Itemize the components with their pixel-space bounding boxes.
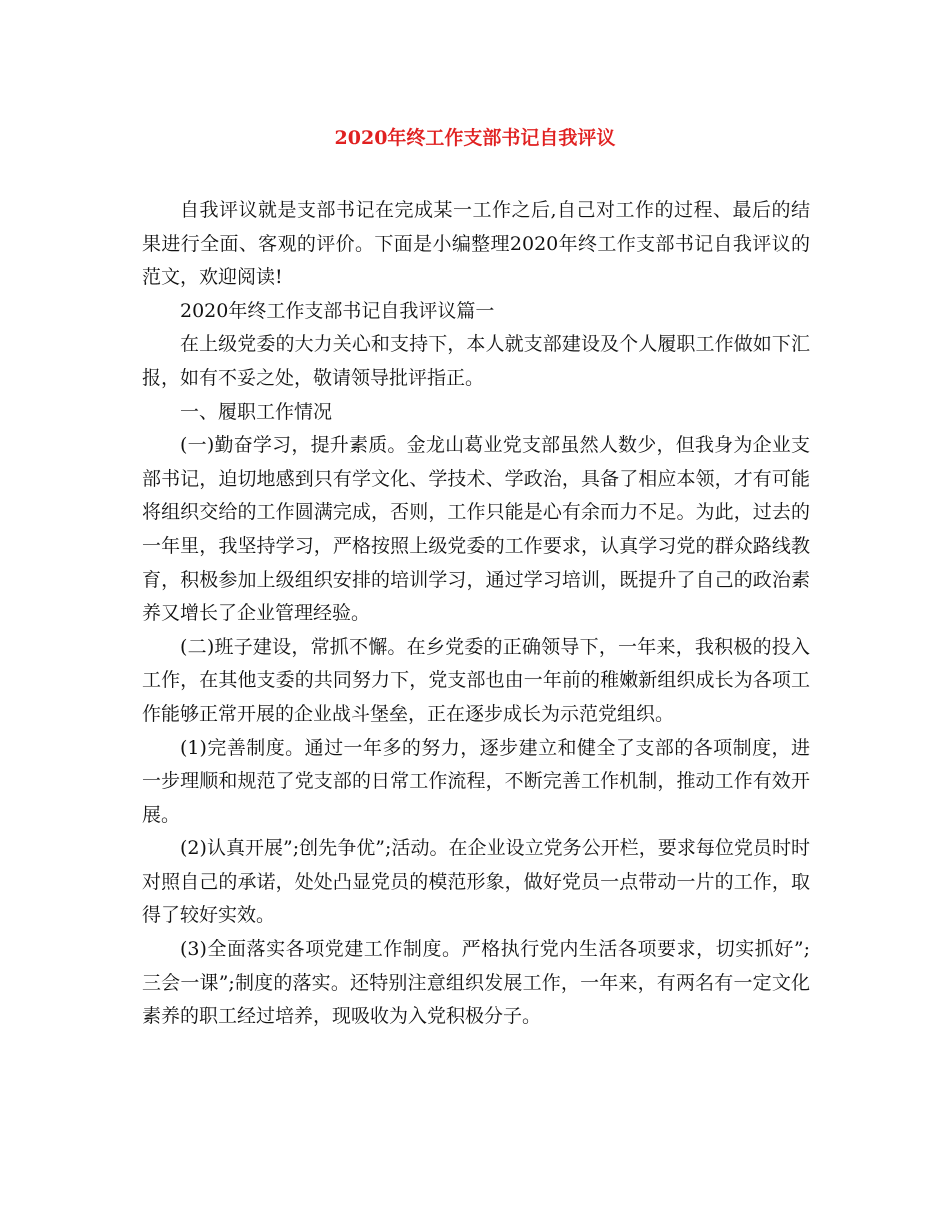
paragraph-opening: 在上级党委的大力关心和支持下，本人就支部建设及个人履职工作做如下汇报，如有不妥之处，敬请领导批评指正。 bbox=[142, 333, 810, 389]
paragraph-item-2: (2)认真开展”;创先争优”;活动。在企业设立党务公开栏，要求每位党员时时对照自己的承诺，处处凸显党员的模范形象，做好党员一点带动一片的工作，取得了较好实效。 bbox=[142, 837, 810, 927]
document-body bbox=[142, 194, 810, 1034]
document-title: 2020年终工作支部书记自我评议 bbox=[334, 127, 616, 149]
paragraph-item-3: (3)全面落实各项党建工作制度。严格执行党内生活各项要求，切实抓好”;三会一课”;制度的落实。还特别注意组织发展工作，一年来，有两名有一定文化素养的职工经过培养，现吸收为入党积极分子。 bbox=[142, 938, 810, 1028]
paragraph-subheading: 2020年终工作支部书记自我评议篇一 bbox=[180, 299, 495, 322]
paragraph-item-1: (1)完善制度。通过一年多的努力，逐步建立和健全了支部的各项制度，进一步理顺和规范了党支部的日常工作流程，不断完善工作机制，推动工作有效开展。 bbox=[142, 736, 810, 826]
paragraph-team-building: (二)班子建设，常抓不懈。在乡党委的正确领导下，一年来，我积极的投入工作，在其他支委的共同努力下，党支部也由一年前的稚嫩新组织成长为各项工作能够正常开展的企业战斗堡垒，正在逐步成长为示范党组织。 bbox=[142, 635, 810, 725]
paragraph-intro: 自我评议就是支部书记在完成某一工作之后,自己对工作的过程、最后的结果进行全面、客观的评价。下面是小编整理2020年终工作支部书记自我评议的范文，欢迎阅读! bbox=[142, 199, 810, 289]
paragraph-section-heading: 一、履职工作情况 bbox=[180, 400, 333, 423]
paragraph-study: (一)勤奋学习，提升素质。金龙山葛业党支部虽然人数少，但我身为企业支部书记，迫切地感到只有学文化、学技术、学政治，具备了相应本领，才有可能将组织交给的工作圆满完成，否则，工作只能是心有余而力不足。为此，过去的一年里，我坚持学习，严格按照上级党委的工作要求，认真学习党的群众路线教育，积极参加上级组织安排的培训学习，通过学习培训，既提升了自己的政治素养又增长了企业管理经验。 bbox=[142, 434, 810, 625]
